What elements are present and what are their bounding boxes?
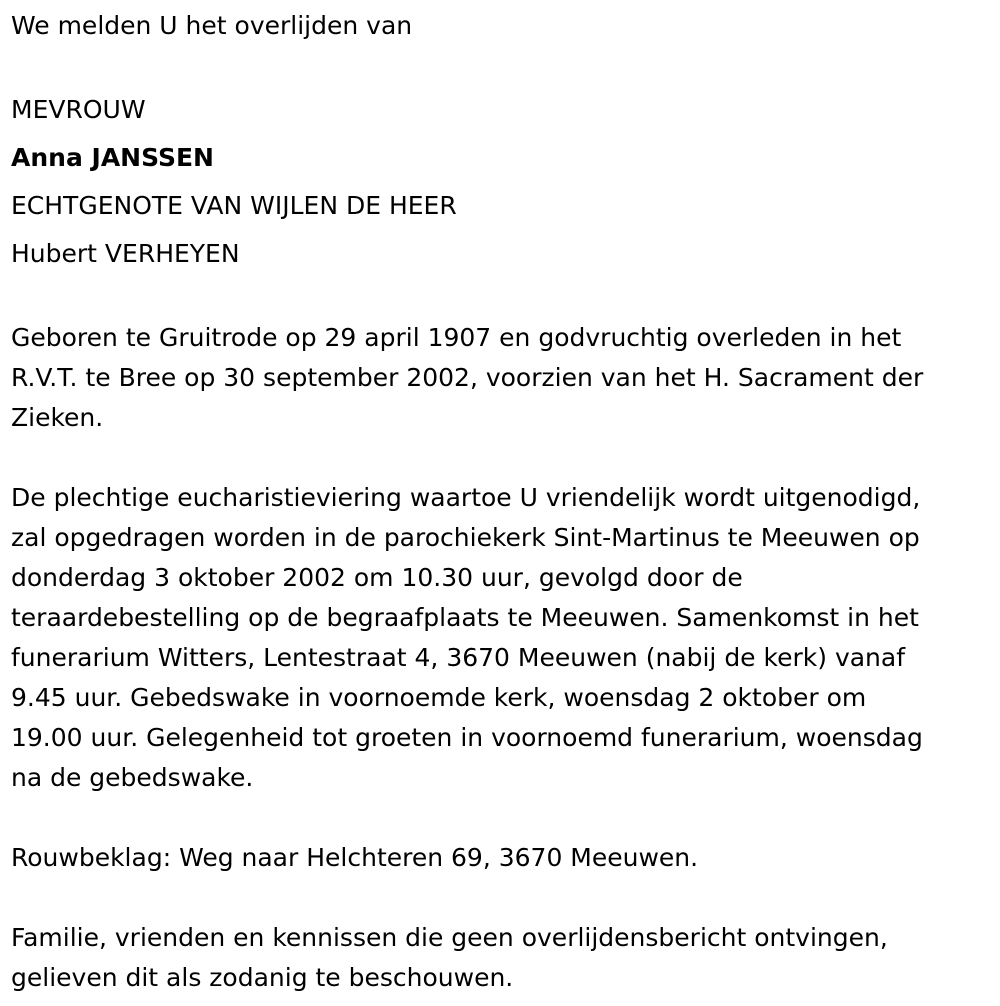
paragraph-line: teraardebestelling op de begraafplaats te Meeuwen. Samenkomst in het: [11, 603, 919, 632]
spacer: [11, 438, 991, 478]
spouse-name: Hubert VERHEYEN: [11, 239, 240, 268]
paragraph-line: 19.00 uur. Gelegenheid tot groeten in voornoemd funerarium, woensdag: [11, 723, 923, 752]
spacer: [11, 46, 991, 86]
closing-paragraph: [11, 918, 991, 998]
paragraph-line: Geboren te Gruitrode op 29 april 1907 en godvruchtig overleden in het: [11, 323, 902, 352]
spacer: [11, 278, 991, 318]
relation-line: ECHTGENOTE VAN WIJLEN DE HEER: [11, 191, 457, 220]
condolence-paragraph: [11, 838, 991, 878]
birth-death-paragraph: [11, 318, 991, 438]
paragraph-line: 9.45 uur. Gebedswake in voornoemde kerk, woensdag 2 oktober om: [11, 683, 867, 712]
intro-line: We melden U het overlijden van: [11, 11, 413, 40]
paragraph-line: na de gebedswake.: [11, 763, 254, 792]
paragraph-line: gelieven dit als zodanig te beschouwen.: [11, 963, 514, 992]
deceased-block: [11, 86, 991, 278]
honorific: MEVROUW: [11, 95, 146, 124]
condolence-address: Rouwbeklag: Weg naar Helchteren 69, 3670 Meeuwen.: [11, 843, 699, 872]
paragraph-line: donderdag 3 oktober 2002 om 10.30 uur, gevolgd door de: [11, 563, 743, 592]
paragraph-line: Zieken.: [11, 403, 104, 432]
ceremony-paragraph: [11, 478, 991, 798]
paragraph-line: Familie, vrienden en kennissen die geen overlijdensbericht ontvingen,: [11, 923, 888, 952]
paragraph-line: R.V.T. te Bree op 30 september 2002, voorzien van het H. Sacrament der: [11, 363, 924, 392]
deceased-name: Anna JANSSEN: [11, 143, 214, 172]
spacer: [11, 878, 991, 918]
paragraph-line: funerarium Witters, Lentestraat 4, 3670 Meeuwen (nabij de kerk) vanaf: [11, 643, 906, 672]
spacer: [11, 798, 991, 838]
death-notice: [11, 0, 991, 998]
paragraph-line: zal opgedragen worden in de parochiekerk Sint-Martinus te Meeuwen op: [11, 523, 920, 552]
paragraph-line: De plechtige eucharistieviering waartoe U vriendelijk wordt uitgenodigd,: [11, 483, 921, 512]
